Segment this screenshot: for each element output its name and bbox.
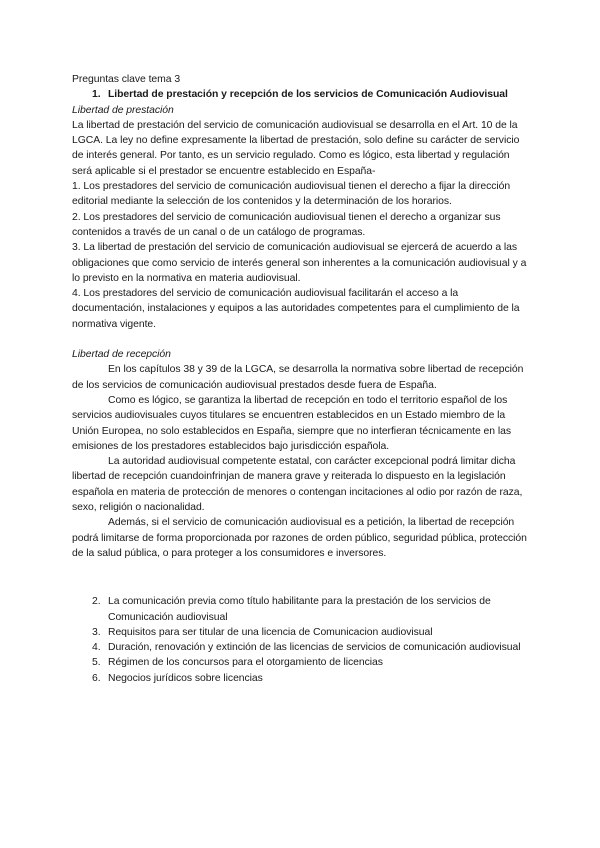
list-item-number: 4.	[92, 642, 101, 654]
list-item	[72, 594, 528, 625]
recepcion-paragraph-3: La autoridad audiovisual competente estatal, con carácter excepcional podrá limitar dicha libertad de recepción cuandoinfrinjan de manera grave y reiterada lo dispuesto en la legislación española en materia de protección de menores o contengan incitaciones al odio por razón de raza, sexo, religión o nacionalidad.	[72, 456, 523, 514]
list-item-number: 3.	[92, 626, 101, 638]
list-item-number: 2.	[92, 596, 101, 608]
list-item	[72, 640, 528, 655]
list-item-text: Negocios jurídicos sobre licencias	[108, 672, 263, 684]
document-page	[72, 72, 528, 686]
list-item-number: 6.	[92, 672, 101, 684]
section-spacer	[72, 332, 528, 347]
prestacion-intro-paragraph: La libertad de prestación del servicio de comunicación audiovisual se desarrolla en el Art. 10 de la LGCA. La ley no define expresamente la libertad de prestación, solo define su carácter de servicio de interés general. Por tanto, es un servicio regulado. Como es lógico, esta libertad y regulación será aplicable si el prestador se encuentre establecido en España-	[72, 119, 520, 177]
document-title: Preguntas clave tema 3	[72, 74, 181, 85]
prestacion-point-4: 4. Los prestadores del servicio de comunicación audiovisual facilitarán el acceso a la documentación, instalaciones y equipos a las autoridades competentes para el cumplimiento de la normativa vigente.	[72, 288, 520, 330]
prestacion-point-3: 3. La libertad de prestación del servicio de comunicación audiovisual se ejercerá de acuerdo a las obligaciones que como servicio de interés general son inherentes a la comunicación audiovisual y a lo previsto en la normativa en materia audiovisual.	[72, 242, 527, 284]
topics-list	[72, 594, 528, 686]
prestacion-point-1: 1. Los prestadores del servicio de comunicación audiovisual tienen el derecho a fijar la dirección editorial mediante la selección de los contenidos y la determinación de los horarios.	[72, 181, 511, 208]
recepcion-paragraph-1: En los capítulos 38 y 39 de la LGCA, se desarrolla la normativa sobre libertad de recepción de los servicios de comunicación audiovisual prestados desde fuera de España.	[72, 364, 524, 391]
section-title-prestacion: Libertad de prestación	[72, 104, 174, 116]
prestacion-point-2: 2. Los prestadores del servicio de comunicación audiovisual tienen el derecho a organizar sus contenidos a través de un canal o de un catálogo de programas.	[72, 211, 501, 238]
list-item-number: 5.	[92, 657, 101, 669]
section-title-recepcion: Libertad de recepción	[72, 349, 171, 361]
list-spacer	[72, 561, 528, 594]
list-item-text: Duración, renovación y extinción de las licencias de servicios de comunicación audiovisual	[108, 642, 521, 654]
heading-text: Libertad de prestación y recepción de los servicios de Comunicación Audiovisual	[108, 89, 508, 101]
heading-libertad-prestacion-recepcion	[72, 87, 528, 102]
list-item-text: La comunicación previa como título habilitante para la prestación de los servicios de Comunicación audiovisual	[108, 596, 491, 623]
list-item	[72, 655, 528, 670]
heading-number: 1.	[92, 89, 101, 101]
list-item	[72, 625, 528, 640]
list-item-text: Régimen de los concursos para el otorgamiento de licencias	[108, 657, 383, 669]
list-item	[72, 671, 528, 686]
list-item-text: Requisitos para ser titular de una licencia de Comunicacion audiovisual	[108, 626, 433, 638]
recepcion-paragraph-4: Además, si el servicio de comunicación audiovisual es a petición, la libertad de recepción podrá limitarse de forma proporcionada por razones de orden público, seguridad pública, protección de la salud pública, o para proteger a los consumidores e inversores.	[72, 517, 527, 559]
recepcion-paragraph-2: Como es lógico, se garantiza la libertad de recepción en todo el territorio español de los servicios audiovisuales cuyos titulares se encuentren establecidos en un Estado miembro de la Unión Europea, no solo establecidos en España, siempre que no interfieran técnicamente en las emisiones de los prestadores establecidos bajo jurisdicción española.	[72, 394, 511, 452]
